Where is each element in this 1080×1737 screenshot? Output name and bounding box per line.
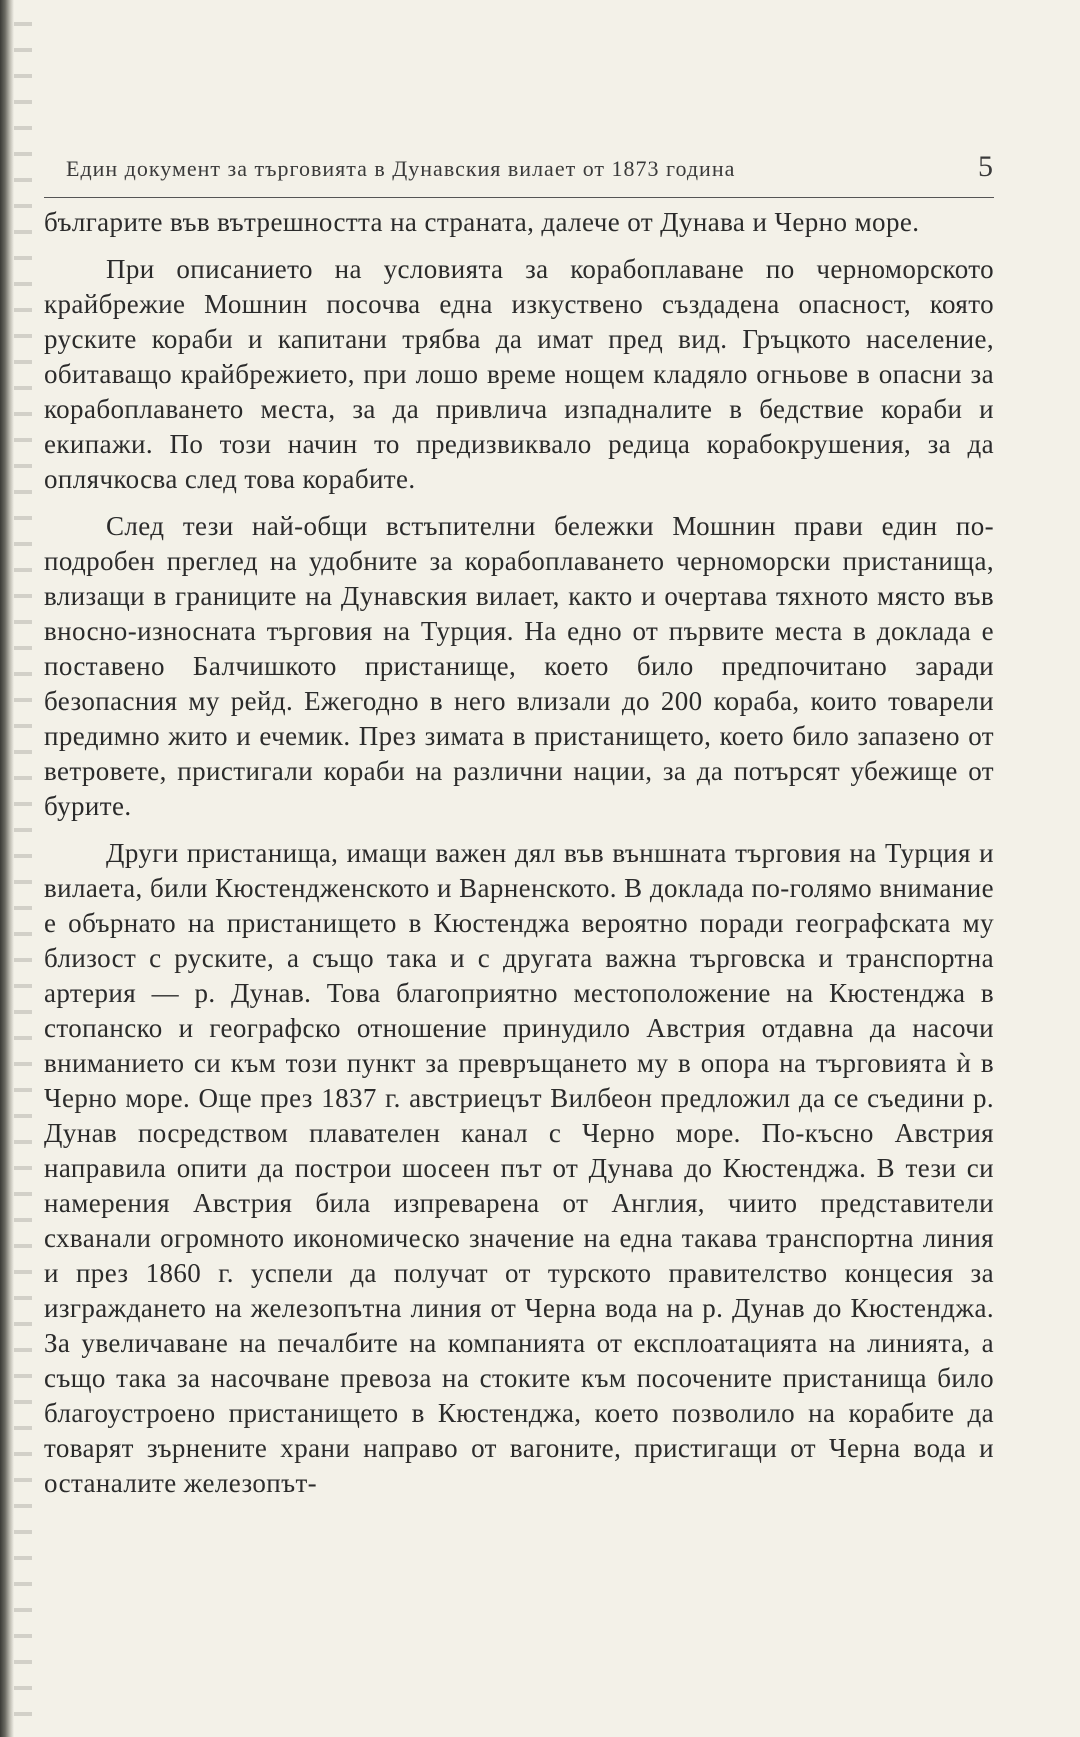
body-text <box>44 205 994 1513</box>
paragraph: След тези най-общи встъпителни бележки Мошнин прави един по-подробен преглед на удобните за корабоплаването черноморски пристанища, влизащи в границите на Дунавския вилает, както и очертава тяхното място във вносно-износната търговия на Турция. На едно от първите места в доклада е поставено Балчишкото пристанище, което било предпочитано заради безопасния му рейд. Ежегодно в него влизали до 200 кораба, които товарели предимно жито и ечемик. През зимата в пристанището, което било запазено от ветровете, пристигали кораби на различни нации, за да потърсят убежище от бурите. <box>44 511 994 821</box>
paragraph-continued: българите във вътрешността на страната, далече от Дунава и Черно море. <box>44 207 920 237</box>
paragraph: Други пристанища, имащи важен дял във външната търговия на Турция и вилаета, били Кюстендженското и Варненското. В доклада по-голямо внимание е обърнато на пристанището в Кюстенджа вероятно поради географската му близост с руските, а също така и с другата важна търговска и транспортна артерия — р. Дунав. Това благоприятно местоположение на Кюстенджа в стопанско и географско отношение принудило Австрия отдавна да насочи вниманието си към този пункт за превръщането му в опора на търговията ѝ в Черно море. Още през 1837 г. австриецът Вилбеон предложил да се съедини р. Дунав посредством плавателен канал с Черно море. По-късно Австрия направила опити да построи шосеен път от Дунава до Кюстенджа. В тези си намерения Австрия била изпреварена от Англия, чиито представители схванали огромното икономическо значение на една такава транспортна линия и през 1860 г. успели да получат от турското правителство концесия за изграждането на железопътна линия от Черна вода на р. Дунав до Кюстенджа. За увеличаване на печалбите на компанията от експлоатацията на линията, а също така за насочване превоза на стоките към посочените пристанища било благоустроено пристанището в Кюстенджа, което позволило на корабите да товарят зърнените храни направо от вагоните, пристигащи от Черна вода и останалите железопът- <box>44 838 994 1498</box>
paragraph: При описанието на условията за корабоплаване по черноморското крайбрежие Мошнин посочва една изкуствено създадена опасност, която руските кораби и капитани трябва да имат пред вид. Гръцкото население, обитаващо крайбрежието, при лошо време нощем кладяло огньове в опасни за корабоплаването места, за да привлича изпадналите в бедствие кораби и екипажи. По този начин то предизвиквало редица корабокрушения, за да оплячкосва след това корабите. <box>44 254 994 494</box>
page-binding-edge <box>0 0 14 1737</box>
page-binding-shadow <box>14 0 32 1737</box>
running-head-title: Един документ за търговията в Дунавския вилает от 1873 година <box>66 156 736 181</box>
running-head <box>66 150 994 194</box>
header-rule <box>44 197 994 198</box>
page-number: 5 <box>978 150 994 183</box>
